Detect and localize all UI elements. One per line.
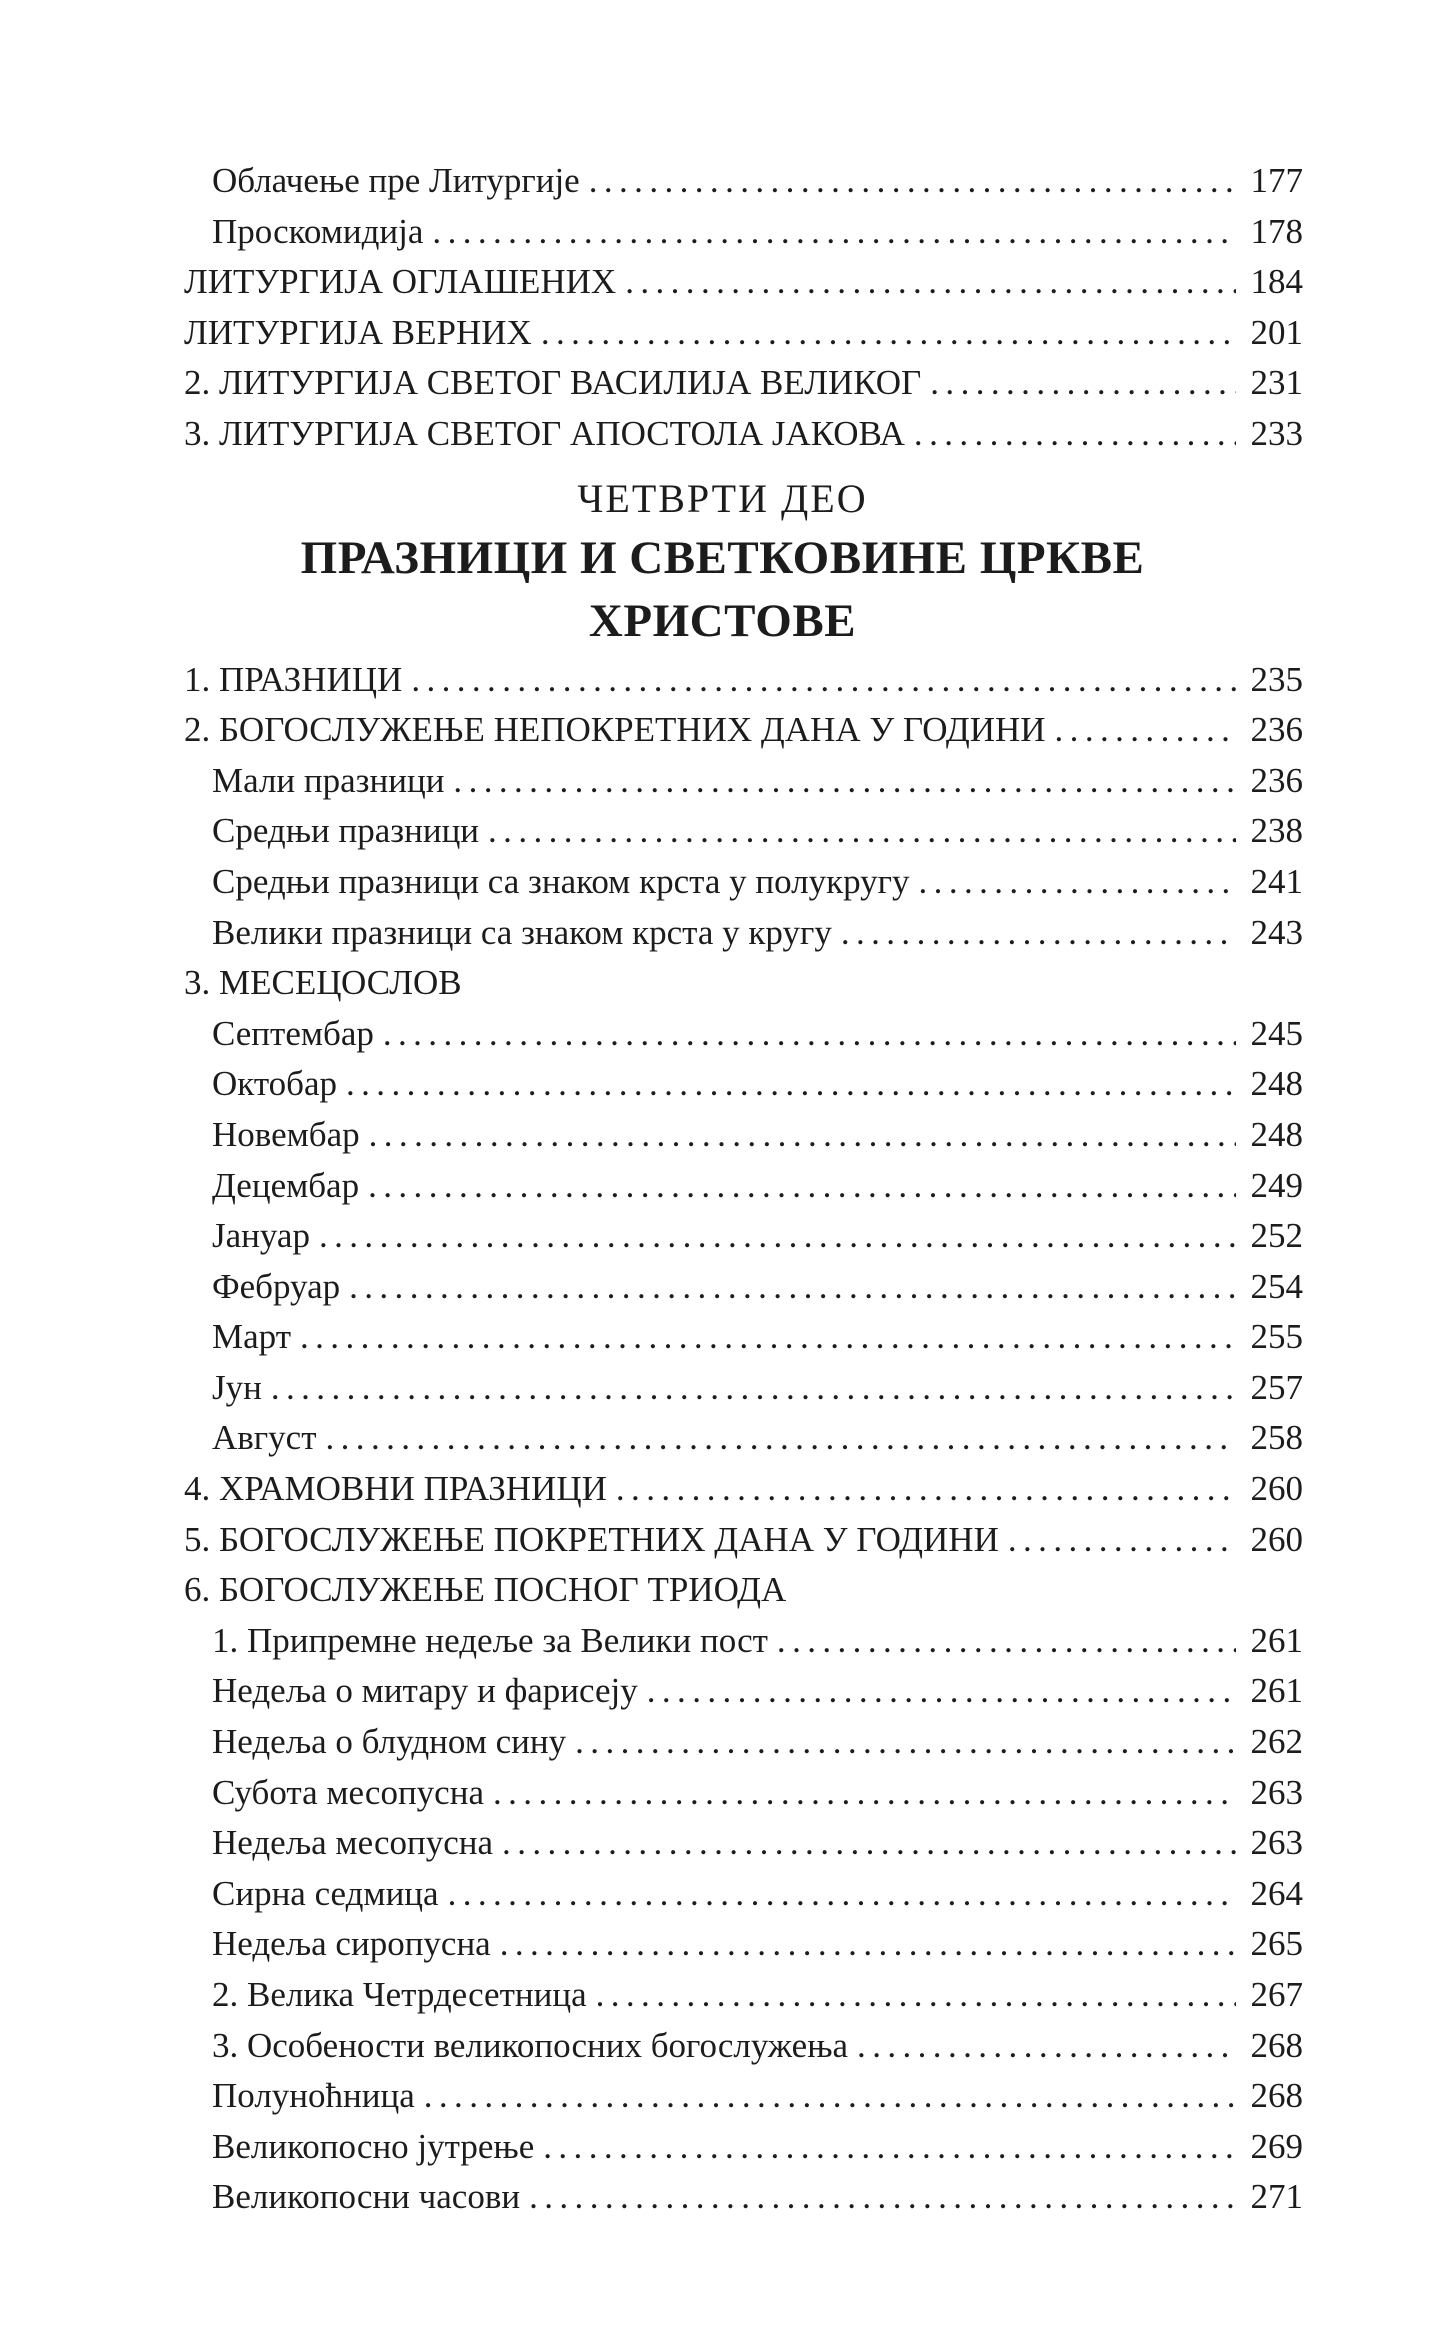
part-title: ПРАЗНИЦИ И СВЕТКОВИНЕ ЦРКВЕ ХРИСТОВЕ: [300, 531, 1145, 647]
toc-entry: [184, 257, 1303, 308]
toc-entry: [184, 1262, 1303, 1313]
toc-entry-page: 236: [1250, 760, 1303, 800]
toc-entry-page: 261: [1250, 1671, 1303, 1711]
dot-leader: [1055, 705, 1236, 756]
toc-entry: [184, 358, 1303, 409]
toc-entry: [184, 1161, 1303, 1212]
toc-entry: [184, 857, 1303, 908]
dot-leader: [488, 806, 1236, 857]
toc-entry-label: Недеља сиропусна: [212, 1924, 491, 1964]
toc-entry-page: 252: [1250, 1216, 1303, 1256]
dot-leader: [432, 207, 1236, 258]
toc-entry: [184, 655, 1303, 706]
dot-leader: [319, 1211, 1236, 1262]
toc-entry: [184, 1818, 1303, 1869]
toc-entry: [184, 1413, 1303, 1464]
dot-leader: [493, 1768, 1236, 1819]
dot-leader: [383, 1009, 1236, 1060]
toc-entry: [184, 756, 1303, 807]
toc-entry: [184, 1515, 1303, 1566]
toc-entry-page: 243: [1250, 912, 1303, 952]
toc-entry-label: Март: [212, 1317, 291, 1357]
toc-entry-page: 184: [1250, 262, 1303, 302]
toc-entry: [184, 1666, 1303, 1717]
toc-entry-label: Јануар: [212, 1216, 310, 1256]
toc-entry: [184, 2071, 1303, 2122]
dot-leader: [1008, 1515, 1236, 1566]
dot-leader: [919, 857, 1236, 908]
dot-leader: [575, 1717, 1236, 1768]
dot-leader: [625, 257, 1236, 308]
toc-entry: [184, 1059, 1303, 1110]
toc-entry-label: Јун: [212, 1367, 262, 1407]
dot-leader: [349, 1262, 1236, 1313]
toc-entry-label: Децембар: [212, 1165, 360, 1205]
dot-leader: [424, 2071, 1236, 2122]
toc-entry-page: 260: [1250, 1519, 1303, 1559]
toc-entry-label: ЛИТУРГИЈА ОГЛАШЕНИХ: [184, 262, 617, 302]
toc-entry-label: 2. Велика Четрдесетница: [212, 1975, 587, 2014]
toc-entry: [184, 908, 1303, 959]
dot-leader: [777, 1616, 1236, 1667]
toc-entry-label: Субота месопусна: [212, 1772, 484, 1812]
toc-entry-label: Великопосни часови: [212, 2177, 521, 2217]
toc-entry: [184, 958, 1303, 1009]
toc-entry-label: 3. МЕСЕЦОСЛОВ: [184, 963, 462, 1003]
toc-entry: [184, 705, 1303, 756]
part-kicker: ЧЕТВРТИ ДЕО: [577, 475, 868, 521]
toc-entry-page: 177: [1250, 161, 1303, 200]
dot-leader: [647, 1666, 1236, 1717]
toc-entry-page: 263: [1250, 1772, 1303, 1812]
toc-entry-page: 248: [1250, 1064, 1303, 1104]
toc-entry-label: Средњи празници са знаком крста у полукругу: [212, 861, 910, 901]
dot-leader: [914, 409, 1236, 460]
toc-entry-page: 260: [1250, 1469, 1303, 1509]
toc-entry: [184, 2122, 1303, 2173]
toc-entry-label: 1. ПРАЗНИЦИ: [184, 659, 403, 699]
toc-entry-label: Полуноћница: [212, 2076, 415, 2116]
toc-entry-page: 268: [1250, 2076, 1303, 2116]
toc-entry: [184, 2172, 1303, 2223]
toc-entry: [184, 1464, 1303, 1515]
toc-entry: [184, 1919, 1303, 1970]
toc-entry-page: 257: [1250, 1367, 1303, 1407]
dot-leader: [616, 1464, 1236, 1515]
dot-leader: [930, 358, 1236, 409]
dot-leader: [596, 1970, 1236, 2021]
toc-entry: [184, 806, 1303, 857]
toc-entry: [184, 1110, 1303, 1161]
toc-entry-label: Октобар: [212, 1064, 337, 1104]
toc-entry-label: Недеља о митару и фарисеју: [212, 1671, 638, 1711]
toc-entry: [184, 1565, 1303, 1616]
toc-entry-page: 249: [1250, 1165, 1303, 1205]
toc-entry-page: 263: [1250, 1823, 1303, 1863]
toc-entry-label: Великопосно јутрење: [212, 2126, 535, 2166]
toc-entry-label: 5. БОГОСЛУЖЕЊЕ ПОКРЕТНИХ ДАНА У ГОДИНИ: [184, 1519, 999, 1559]
toc-entry: [184, 1009, 1303, 1060]
toc-entry-page: 178: [1250, 211, 1303, 251]
toc-entry-page: 269: [1250, 2126, 1303, 2166]
toc-entry-page: 248: [1250, 1114, 1303, 1154]
toc-entry: [184, 207, 1303, 258]
toc-entry-label: Мали празници: [212, 760, 445, 800]
toc-entry-page: 238: [1250, 811, 1303, 851]
toc-entry-label: 6. БОГОСЛУЖЕЊЕ ПОСНОГ ТРИОДА: [184, 1570, 787, 1610]
dot-leader: [500, 1919, 1236, 1970]
toc-entry-page: 254: [1250, 1266, 1303, 1306]
dot-leader: [411, 655, 1236, 706]
toc-entry-label: Август: [212, 1418, 317, 1458]
dot-leader: [300, 1312, 1236, 1363]
toc-entry-page: 262: [1250, 1722, 1303, 1762]
toc-entry-label: Недеља о блудном сину: [212, 1722, 567, 1762]
toc-entry: [184, 156, 1303, 207]
dot-leader: [368, 1161, 1236, 1212]
toc-entry-label: 2. ЛИТУРГИЈА СВЕТОГ ВАСИЛИЈА ВЕЛИКОГ: [184, 363, 922, 403]
toc-entry: [184, 1616, 1303, 1667]
toc-entry-page: 265: [1250, 1924, 1303, 1964]
toc-entry: [184, 1363, 1303, 1414]
toc-entry-label: Средњи празници: [212, 811, 480, 851]
toc-entry-page: 241: [1250, 861, 1303, 901]
dot-leader: [529, 2172, 1236, 2223]
toc-entry-label: Септембар: [212, 1013, 374, 1053]
dot-leader: [271, 1363, 1236, 1414]
toc-entry-label: Проскомидија: [212, 211, 424, 251]
toc-entry-label: 2. БОГОСЛУЖЕЊЕ НЕПОКРЕТНИХ ДАНА У ГОДИНИ: [184, 710, 1046, 750]
toc-entry-label: Новембар: [212, 1114, 360, 1154]
toc-entry: [184, 1869, 1303, 1920]
toc-entry: [184, 1970, 1303, 2021]
toc-entry-page: 261: [1250, 1620, 1303, 1660]
toc-entry: [184, 1768, 1303, 1819]
toc-entry-page: 201: [1250, 312, 1303, 352]
toc-entry-page: 255: [1250, 1317, 1303, 1357]
toc-entry: [184, 1717, 1303, 1768]
toc-entry-page: 268: [1250, 2025, 1303, 2065]
toc-entry-label: 3. ЛИТУРГИЈА СВЕТОГ АПОСТОЛА ЈАКОВА: [184, 413, 905, 453]
toc-list: [184, 156, 1303, 2223]
toc-entry-label: 3. Особености великопосних богослужења: [212, 2025, 849, 2065]
dot-leader: [502, 1818, 1236, 1869]
toc-entry: [184, 308, 1303, 359]
dot-leader: [543, 2122, 1236, 2173]
toc-entry-label: 1. Припремне недеље за Велики пост: [212, 1620, 768, 1660]
toc-entry-page: 271: [1250, 2177, 1303, 2217]
toc-entry-label: 4. ХРАМОВНИ ПРАЗНИЦИ: [184, 1469, 607, 1509]
dot-leader: [453, 756, 1236, 807]
toc-entry-label: Фебруар: [212, 1266, 341, 1306]
toc-entry-page: 233: [1250, 413, 1303, 453]
dot-leader: [589, 156, 1236, 207]
toc-entry: [184, 409, 1303, 460]
toc-entry-label: Недеља месопусна: [212, 1823, 494, 1863]
part-heading: [163, 470, 1282, 653]
dot-leader: [541, 308, 1236, 359]
toc-entry-label: Облачење пре Литургије: [212, 161, 580, 200]
toc-entry-page: 267: [1250, 1975, 1303, 2014]
toc-entry: [184, 1312, 1303, 1363]
toc-entry: [184, 2021, 1303, 2072]
toc-entry-label: Велики празници са знаком крста у кругу: [212, 912, 832, 952]
dot-leader: [326, 1413, 1237, 1464]
toc-entry-page: 258: [1250, 1418, 1303, 1458]
toc-entry-label: Сирна седмица: [212, 1873, 439, 1913]
toc-entry-page: 235: [1250, 659, 1303, 699]
toc-entry-page: 231: [1250, 363, 1303, 403]
dot-leader: [346, 1059, 1236, 1110]
dot-leader: [448, 1869, 1236, 1920]
dot-leader: [369, 1110, 1236, 1161]
dot-leader: [857, 2021, 1236, 2072]
toc-entry-page: 245: [1250, 1013, 1303, 1053]
toc-entry-label: ЛИТУРГИЈА ВЕРНИХ: [184, 312, 532, 352]
toc-entry-page: 236: [1250, 710, 1303, 750]
toc-entry: [184, 1211, 1303, 1262]
dot-leader: [841, 908, 1236, 959]
toc-entry-page: 264: [1250, 1873, 1303, 1913]
